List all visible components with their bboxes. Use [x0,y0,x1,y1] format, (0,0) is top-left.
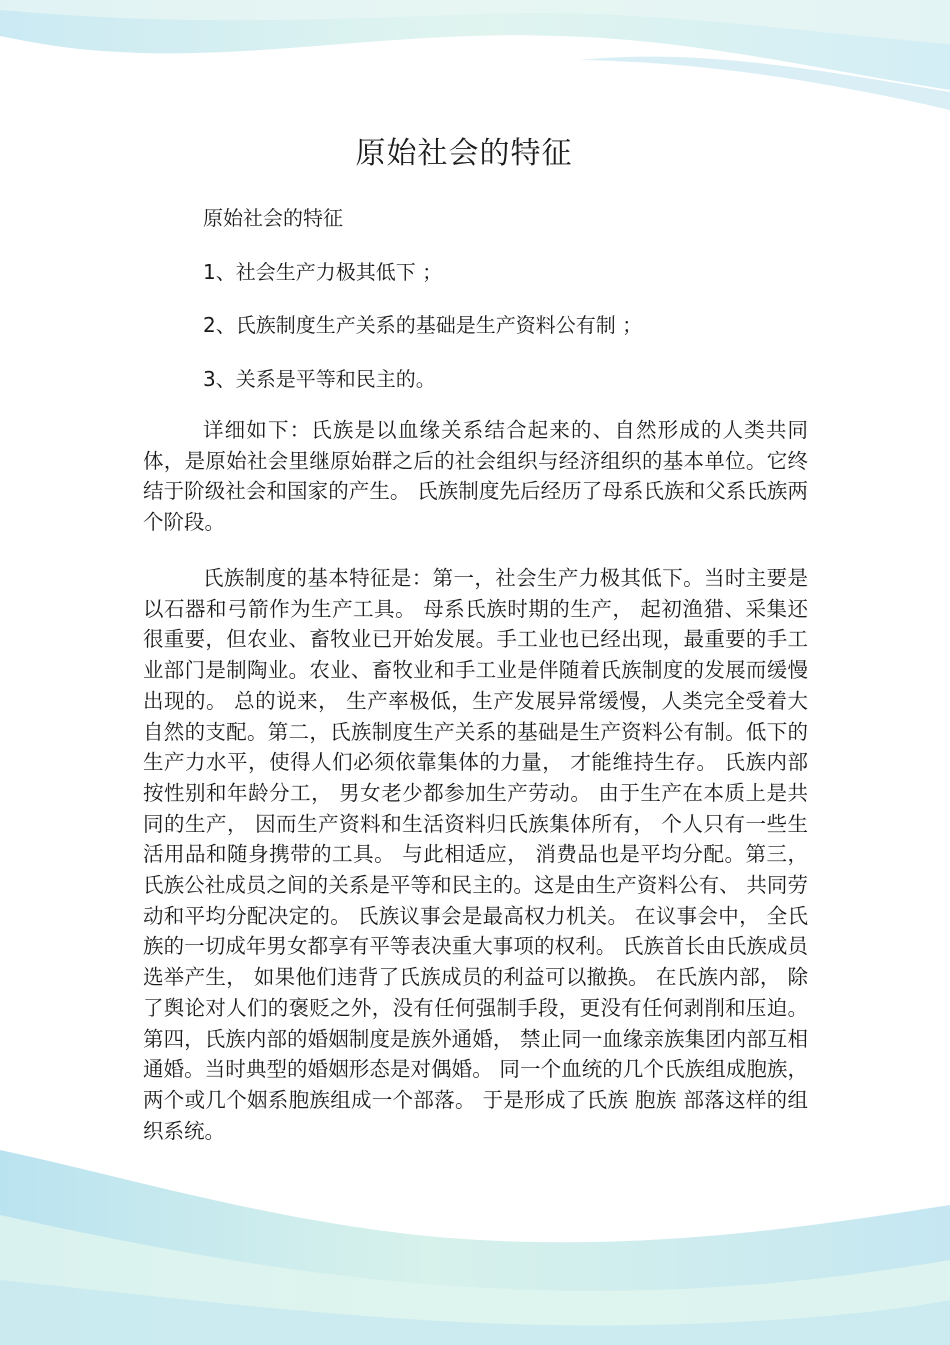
point-item-1: 1、社会生产力极其低下 ； [203,260,443,284]
body-paragraph-1: 详细如下：氏族是以血缘关系结合起来的、自然形成的人类共同体，是原始社会里继原始群之后的社会组织与经济组织的基本单位。它终结于阶级社会和国家的产生。 氏族制度先后经历了母系氏族和父系氏族两个阶段。 [143,418,808,535]
point-item-2: 2、氏族制度生产关系的基础是生产资料公有制 ； [203,313,643,337]
document-subtitle: 原始社会的特征 [203,206,343,230]
document-title: 原始社会的特征 [355,136,573,171]
point-item-3: 3、关系是平等和民主的。 [203,367,436,391]
body-paragraph-2: 氏族制度的基本特征是：第一，社会生产力极其低下。当时主要是以石器和弓箭作为生产工具。 母系氏族时期的生产， 起初渔猎、采集还很重要，但农业、畜牧业已开始发展。手工业也已经出现，最重要的手工业部门是制陶业。农业、畜牧业和手工业是伴随着氏族制度的发展而缓慢出现的。 总的说来， 生产率极低，生产发展异常缓慢，人类完全受着大自然的支配。第二，氏族制度生产关系的基础是生产资料公有制。低下的生产力水平，使得人们必须依靠集体的力量， 才能维持生存。 氏族内部按性别和年龄分工， 男女老少都参加生产劳动。 由于生产在本质上是共同的生产， 因而生产资料和生活资料归氏族集体所有， 个人只有一些生活用品和随身携带的工具。 与此相适应， 消费品也是平均分配。第三，氏族公社成员之间的关系是平等和民主的。这是由生产资料公有、 共同劳动和平均分配决定的。 氏族议事会是最高权力机关。 在议事会中， 全氏族的一切成年男女都享有平等表决重大事项的权利。 氏族首长由氏族成员选举产生， 如果他们违背了氏族成员的利益可以撤换。 在氏族内部， 除了舆论对人们的褒贬之外，没有任何强制手段，更没有任何剥削和压迫。第四，氏族内部的婚姻制度是族外通婚， 禁止同一血缘亲族集团内部互相通婚。当时典型的婚姻形态是对偶婚。 同一个血统的几个氏族组成胞族，两个或几个姻系胞族组成一个部落。 于是形成了氏族 胞族 部落这样的组织系统。 [143,566,808,1143]
